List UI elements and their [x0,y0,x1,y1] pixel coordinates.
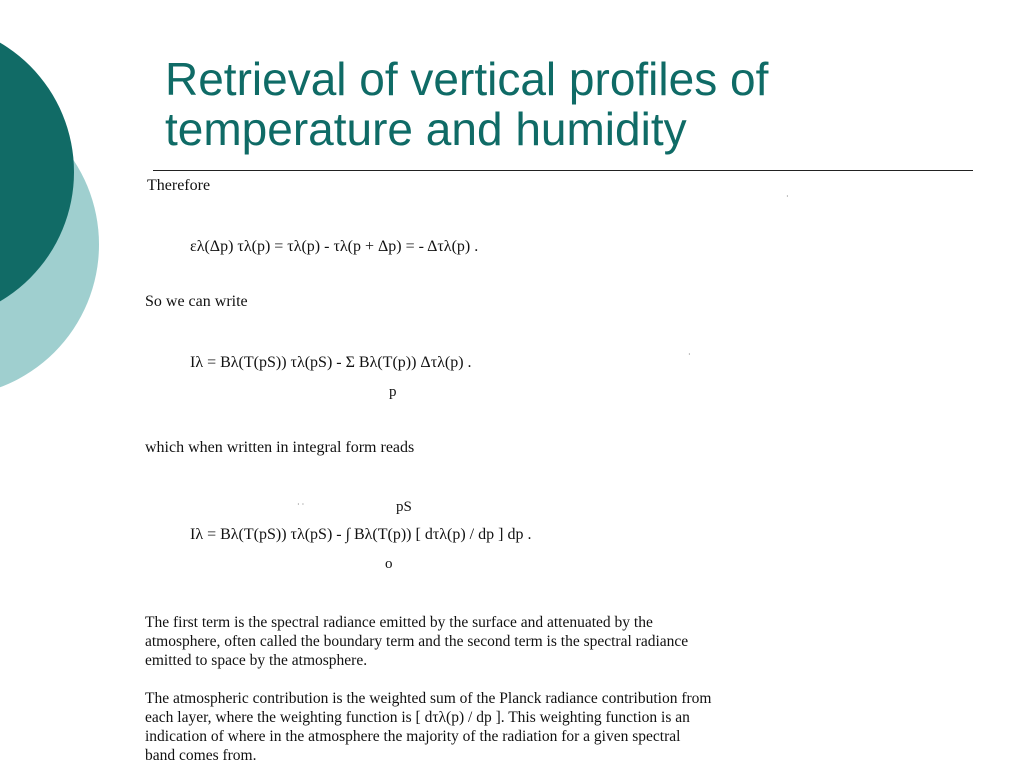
slide-title [165,54,1005,154]
integral-intro-text: which when written in integral form reads [145,439,415,456]
scan-speck: · · [297,500,305,509]
paragraph-line: The atmospheric contribution is the weighted sum of the Planck radiance contribution from [145,690,712,707]
title-divider [153,170,973,171]
equation-2-sum-index: p [389,384,397,400]
equation-3: Iλ = Bλ(T(pS)) τλ(pS) - ∫ Bλ(T(p)) [ dτλ(p) / dp ] dp . [190,526,532,543]
equation-1: ελ(Δp) τλ(p) = τλ(p) - τλ(p + Δp) = - Δτλ(p) . [190,238,479,255]
paragraph-line: each layer, where the weighting function is [ dτλ(p) / dp ]. This weighting function is an [145,709,690,726]
so-we-can-write-label: So we can write [145,293,248,310]
paragraph-boundary-term [145,613,915,670]
equation-3-upper-limit: pS [396,499,412,515]
equation-3-lower-limit: o [385,556,393,572]
equation-2: Iλ = Bλ(T(pS)) τλ(pS) - Σ Bλ(T(p)) Δτλ(p) . [190,354,472,371]
paragraph-line: emitted to space by the atmosphere. [145,652,368,669]
therefore-label: Therefore [147,177,211,194]
slide-title-line-1: Retrieval of vertical profiles of [165,53,769,105]
paragraph-line: atmosphere, often called the boundary term and the second term is the spectral radiance [145,633,689,650]
paragraph-line: indication of where in the atmosphere the majority of the radiation for a given spectral [145,728,681,745]
slide-title-line-2: temperature and humidity [165,103,687,155]
scan-speck: · [688,350,691,359]
paragraph-line: band comes from. [145,747,257,764]
scan-speck: · [786,192,789,201]
paragraph-weighting-function [145,689,915,765]
paragraph-line: The first term is the spectral radiance emitted by the surface and attenuated by the [145,614,653,631]
